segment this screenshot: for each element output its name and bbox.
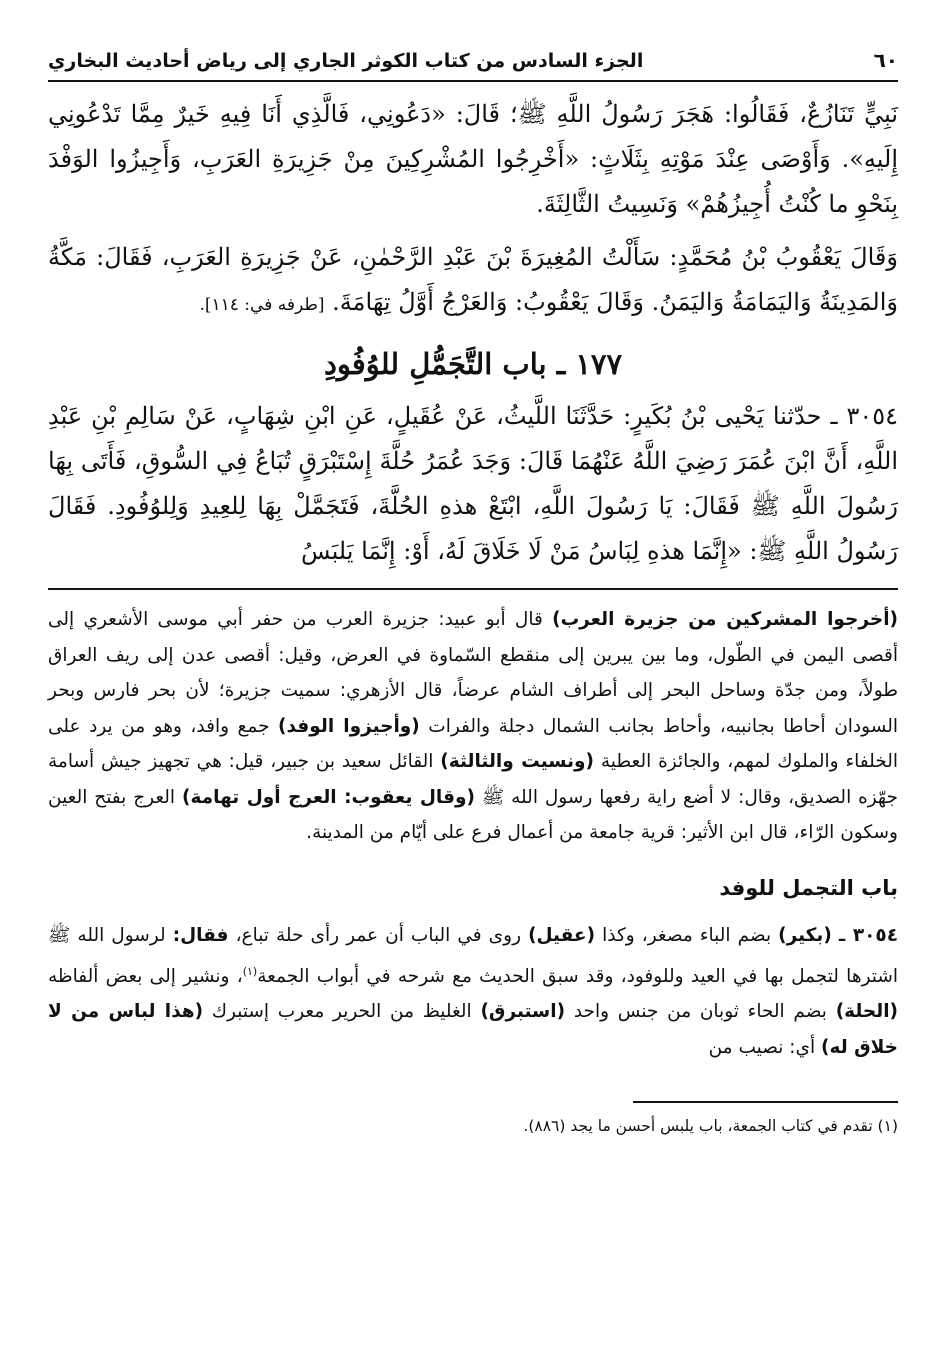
lemma: (عقيل) xyxy=(528,925,596,946)
commentary-divider xyxy=(48,588,898,590)
page xyxy=(48,48,898,1338)
gloss: بضم الباء مصغر، وكذا xyxy=(602,925,772,946)
lemma: (بكير) xyxy=(778,925,832,946)
main-text xyxy=(48,92,898,574)
chapter-heading: ١٧٧ ـ باب التَّجَمُّلِ للوُفُودِ xyxy=(323,347,623,381)
lemma: (الحلة) xyxy=(835,1001,899,1023)
gloss: قال أبو عبيد: جزيرة العرب من حفر أبي موسى الأشعري إلى أقصى اليمن في الطّول، وما بين يبرين إلى منقطع السّماوة في العرض، وقيل: أقصى عدن إلى ريف العراق طولاً، ومن جدّة وساحل البحر إلى أطراف الشام عرضاً، قال الأزهري: سميت جزيرة؛ لأن بحر فارس وبحر السودان أحاطا بجانبيه، وأحاط بجانب الشمال دجلة والفرات xyxy=(48,609,898,737)
hadith-continuation: نَبِيٍّ تَنَازُعٌ، فَقَالُوا: هَجَرَ رَسُولُ اللَّهِ ﷺ؛ قَالَ: «دَعُونِي، فَالَّذِي أَنَا فِيهِ خَيرٌ مِمَّا تَدْعُونِي إِلَيهِ». وَأَوْصَى عِنْدَ مَوْتِهِ بِثَلَاثٍ: «أَخْرِجُوا المُشْرِكِينَ مِنْ جَزِيرَةِ العَرَبِ، وَأَجِيزُوا الوَفْدَ بِنَحْوِ ما كُنْتُ أُجِيزُهُمْ» وَنَسِيتُ الثَّالِثَةَ. xyxy=(48,100,898,218)
section-title: باب التجمل للوفد xyxy=(719,875,898,900)
footnote-marker[interactable]: (١) xyxy=(242,964,258,978)
lemma: (وقال يعقوب: العرج أول تهامة) xyxy=(182,786,475,808)
gloss: جمع وافد، وهو من يرد على الخلفاء والملوك لمهم، والجائزة العطية xyxy=(48,715,898,772)
gloss: لرسول الله ﷺ اشترها لتجمل بها في العيد وللوفود، وقد سبق الحديث مع شرحه في أبواب الجمعة xyxy=(48,925,899,987)
gloss: روى في الباب أن عمر رأى حلة تباع، xyxy=(235,925,522,946)
gloss: بضم الحاء ثوبان من جنس واحد xyxy=(573,1001,827,1023)
lemma: (أخرجوا المشركين من جزيرة العرب) xyxy=(552,609,898,630)
gloss: أي: نصيب من xyxy=(708,1036,816,1058)
hadith-3054: ٣٠٥٤ ـ حدّثنا يَحْيى بْنُ بُكَيرٍ: حَدَّثَنَا اللَّيثُ، عَنْ عُقَيلٍ، عَنِ ابْنِ شِهَابٍ، عَنْ سَالِمِ بْنِ عَبْدِ اللَّهِ، أَنَّ ابْنَ عُمَرَ رَضِيَ اللَّهُ عَنْهُمَا قَالَ: وَجَدَ عُمَرُ حُلَّةَ إِسْتَبْرَقٍ تُبَاعُ فِي السُّوقِ، فَأَتَى بِهَا رَسُولَ اللَّهِ ﷺ فَقَالَ: يَا رَسُولَ اللَّهِ، ابْتَعْ هذهِ الحُلَّةَ، فَتَجَمَّلْ بِهَا لِلعِيدِ وَلِلوُفُودِ. فَقَالَ رَسُولُ اللَّهِ ﷺ: «إِنَّمَا هذهِ لِبَاسُ مَنْ لَا خَلَاقَ لَهُ، أَوْ: إِنَّمَا يَلبَسُ xyxy=(48,402,898,565)
lemma: (وأجيزوا الوفد) xyxy=(278,715,420,737)
commentary-paragraph-2 xyxy=(48,918,898,1065)
hadith-number: ٣٠٥٤ ـ xyxy=(838,925,899,946)
gloss: العرج بفتح العين وسكون الرّاء، قال ابن الأثير: قرية جامعة من أعمال فرع على أيّام من المدينة. xyxy=(48,786,898,843)
commentary-paragraph-1 xyxy=(48,602,898,851)
gloss: الغليظ من الحرير معرب إستبرك xyxy=(211,1001,472,1023)
gloss: القائل سعيد بن جبير، قيل: هي تجهيز جيش أسامة جهّزه الصديق، وقال: لا أضع راية رفعها رسول الله ﷺ xyxy=(48,751,898,808)
commentary xyxy=(48,602,898,1065)
lemma: فقال: xyxy=(172,925,229,946)
lemma: (استبرق) xyxy=(480,1001,566,1023)
lemma: (هذا لباس من لا خلاق له) xyxy=(48,1001,898,1058)
lemma: (ونسيت والثالثة) xyxy=(440,751,595,772)
footnote-rule xyxy=(633,1101,898,1103)
cross-reference: [طرفه في: ١١٤]. xyxy=(199,295,325,315)
footnote: (١) تقدم في كتاب الجمعة، باب يلبس أحسن ما يجد (٨٨٦). xyxy=(523,1117,898,1136)
gloss: ، ونشير إلى بعض ألفاظه xyxy=(48,965,243,987)
page-number: ٦٠ xyxy=(873,48,898,72)
running-header xyxy=(48,48,898,82)
running-title: الجزء السادس من كتاب الكوثر الجاري إلى رياض أحاديث البخاري xyxy=(48,50,644,72)
yaqub-statement xyxy=(48,235,898,328)
yaqub-text: وَقَالَ يَعْقُوبُ بْنُ مُحَمَّدٍ: سَأَلْتُ المُغِيرَةَ بْنَ عَبْدِ الرَّحْمٰنِ، عَنْ جَزِيرَةِ العَرَبِ، فَقَالَ: مَكَّةُ وَالمَدِينَةُ وَاليَمَامَةُ وَاليَمَنُ. وَقَالَ يَعْقُوبُ: وَالعَرْجُ أَوَّلُ تِهَامَةَ. xyxy=(48,243,898,316)
